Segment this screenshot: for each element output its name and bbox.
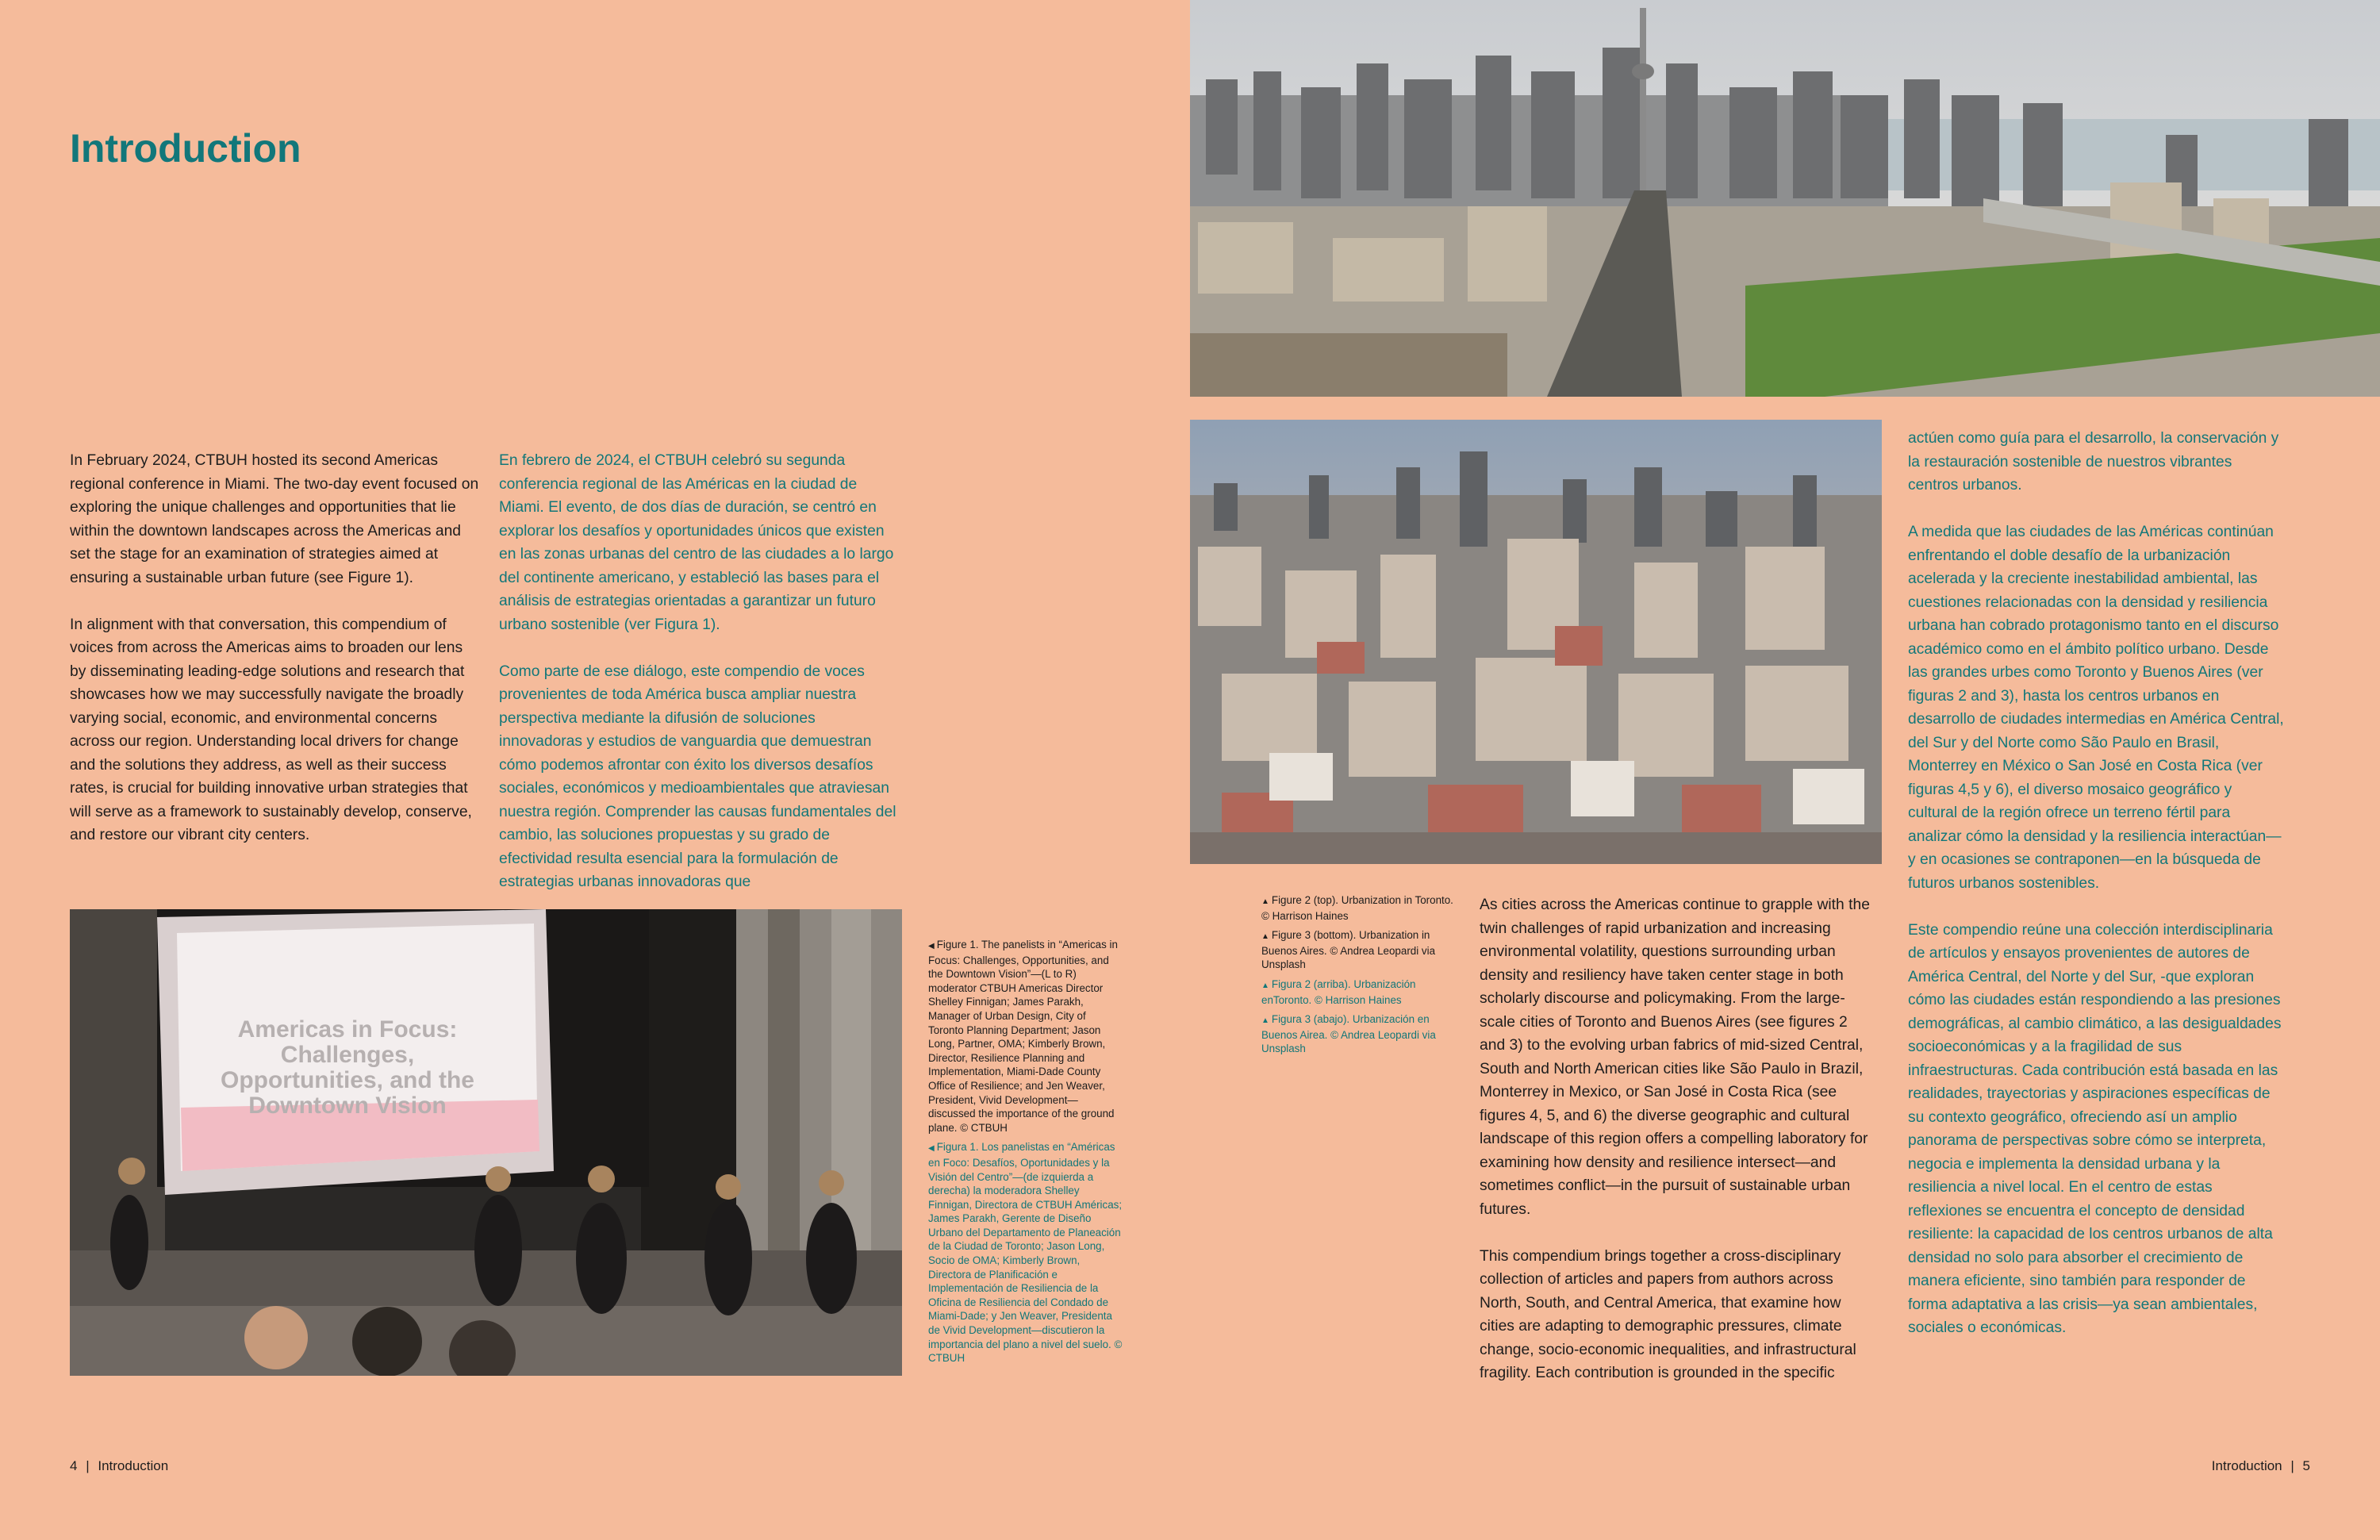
- paragraph: In alignment with that conversation, this compendium of voices from across the Americas aims to broaden our lens by disseminating leading-edge solutions and research that showcases how we may successfully navigate the broadly varying social, economic, and environmental concerns across our region. Understanding local drivers for change and the solutions they address, as well as their success rates, is crucial for building innovative urban strategies that will serve as a framework to sustainably develop, conserve, and restore our vibrant city centers.: [70, 616, 472, 843]
- paragraph: This compendium brings together a cross-disciplinary collection of articles and papers from authors across North, South, and Central America, that examine how cities are adapting to demographic pressures, climate change, socio-economic inequalities, and infrastructural fragility. Each contribution is grounded in the specific: [1480, 1247, 1856, 1381]
- caption-es: Figura 1. Los panelistas en “Américas en Foco: Desafíos, Oportunidades y la Visión del Centro”—(de izquierda a derecha) la moderadora Shelley Finnigan, Directora de CTBUH Américas; James Parakh, Gerente de Diseño Urbano del Departamento de Planeación de la Ciudad de Toronto; Jason Long, Socio de OMA; Kimberly Brown, Directora de Planificación e Implementación de Resiliencia de la Oficina de Resiliencia del Condado de Miami-Dade; y Jen Weaver, Presidenta de Vivid Development—discutieron la importancia del plano a nivel del suelo. © CTBUH: [928, 1141, 1123, 1365]
- section-name: Introduction: [98, 1458, 169, 1473]
- triangle-up-icon: ▲: [1261, 981, 1269, 990]
- paragraph: actúen como guía para el desarrollo, la conservación y la restauración sostenible de nuestros vibrantes centros urbanos.: [1908, 430, 2279, 493]
- intro-column-es: [499, 449, 900, 894]
- section-name: Introduction: [2211, 1458, 2282, 1473]
- caption-fig2-es: Figura 2 (arriba). Urbanización enToronto. © Harrison Haines: [1261, 977, 1416, 1006]
- right-column-en: [1480, 893, 1876, 1385]
- figure-3-photo: [1190, 420, 1882, 864]
- triangle-up-icon: ▲: [1261, 1016, 1269, 1026]
- caption-fig2-en: Figure 2 (top). Urbanization in Toronto. © Harrison Haines: [1261, 894, 1453, 922]
- figure-1-photo: [70, 909, 902, 1376]
- paragraph: Este compendio reúne una colección interdisciplinaria de artículos y ensayos provenientes de autores de América Central, del Norte y del Sur, -que exploran cómo las ciudades están respondiendo a las presiones demográficas, al cambio climático, a las desigualdades socioeconómicas y a la fragilidad de sus infraestructuras. Cada contribución está basada en las realidades, trayectorias y aspiraciones específicas de su contexto geográfico, ofreciendo así un amplio panorama de perspectivas sobre cómo se interpreta, negocia e implementa la densidad urbana y la resiliencia a nivel local. En el centro de estas reflexiones se encuentra el concepto de densidad resiliente: la capacidad de los centros urbanos de alta densidad no solo para absorber el crecimiento de manera eficiente, sino también para responder de forma adaptativa a las crisis—ya sean ambientales, sociales o económicas.: [1908, 921, 2282, 1336]
- page-number: 4: [70, 1458, 78, 1473]
- paragraph: En febrero de 2024, el CTBUH celebró su segunda conferencia regional de las Américas en la ciudad de Miami. El evento, de dos días de duración, se centró en explorar los desafíos y oportunidades únicos que existen en las zonas urbanas del centro de las ciudades a lo largo del continente americano, y estableció las bases para el análisis de estrategias orientadas a garantizar un futuro urbano sostenible (ver Figura 1).: [499, 452, 894, 633]
- right-column-es: [1908, 427, 2285, 1340]
- footer-left: 4 | Introduction: [70, 1458, 169, 1473]
- figure-1-caption: [928, 938, 1123, 1371]
- triangle-left-icon: ◀: [928, 942, 935, 950]
- figures-2-3-captions: [1261, 893, 1456, 1062]
- paragraph: A medida que las ciudades de las Américas continúan enfrentando el doble desafío de la urbanización acelerada y la creciente inestabilidad ambiental, las cuestiones relacionadas con la densidad y resiliencia urbana han cobrado protagonismo tanto en el discurso académico como en el ámbito político urbano. Desde las grandes urbes como Toronto y Buenos Aires (ver figuras 2 and 3), hasta los centros urbanos en desarrollo de ciudades intermedias en América Central, del Sur y del Norte como São Paulo en Brasil, Monterrey en México o San José en Costa Rica (ver figuras 4,5 y 6), el diverso mosaico geográfico y cultural de la región ofrece un terreno fértil para analizar cómo la densidad y la resiliencia interactúan—y en ocasiones se contraponen—en la búsqueda de futuros urbanos sostenibles.: [1908, 524, 2284, 892]
- slide-title: Americas in Focus: Challenges, Opportunities, and the Downtown Vision: [221, 1016, 474, 1119]
- intro-column-en: [70, 449, 481, 847]
- triangle-up-icon: ▲: [1261, 932, 1269, 942]
- figure-2-photo: [1190, 0, 2380, 397]
- caption-fig3-es: Figura 3 (abajo). Urbanización en Buenos Airea. © Andrea Leopardi via Unsplash: [1261, 1013, 1436, 1055]
- page-number: 5: [2302, 1458, 2310, 1473]
- triangle-up-icon: ▲: [1261, 897, 1269, 906]
- paragraph: Como parte de ese diálogo, este compendio de voces provenientes de toda América busca ampliar nuestra perspectiva mediante la difusión de soluciones innovadoras y estudios de vanguardia que demuestran cómo podemos afrontar con éxito los diversos desafíos sociales, económicos y medioambientales que atraviesan nuestra región. Comprender las causas fundamentales del cambio, las soluciones propuestas y su grado de efectividad resulta esencial para la formulación de estrategias urbanas innovadoras que: [499, 662, 896, 890]
- triangle-left-icon: ◀: [928, 1144, 935, 1154]
- page-title: Introduction: [70, 126, 301, 171]
- paragraph: As cities across the Americas continue to grapple with the twin challenges of rapid urbanization and increasing environmental volatility, questions surrounding urban density and resiliency have taken center stage in both scholarly discourse and policymaking. From the large-scale cities of Toronto and Buenos Aires (see figures 2 and 3) to the evolving urban fabrics of mid-sized Central, South and North American cities like São Paulo in Brazil, Monterrey in Mexico, or San José in Costa Rica (see figures 4, 5, and 6) the diverse geographic and cultural landscape of this region offers a compelling laboratory for examining how density and resilience intersect—and sometimes conflict—in the pursuit of sustainable urban futures.: [1480, 897, 1870, 1218]
- caption-en: Figure 1. The panelists in “Americas in Focus: Challenges, Opportunities, and the Downtown Vision”—(L to R) moderator CTBUH Americas Director Shelley Finnigan; James Parakh, Manager of Urban Design, City of Toronto Planning Department; Jason Long, Partner, OMA; Kimberly Brown, Director, Resilience Planning and Implementation, Miami-Dade County Office of Resilience; and Jen Weaver, President, Vivid Development—discussed the importance of the ground plane. © CTBUH: [928, 939, 1118, 1134]
- caption-fig3-en: Figure 3 (bottom). Urbanization in Buenos Aires. © Andrea Leopardi via Unsplash: [1261, 929, 1436, 971]
- paragraph: In February 2024, CTBUH hosted its second Americas regional conference in Miami. The two-day event focused on exploring the unique challenges and opportunities that lie within the downtown landscapes across the Americas and set the stage for an examination of strategies aimed at ensuring a sustainable urban future (see Figure 1).: [70, 452, 479, 586]
- footer-right: Introduction | 5: [2211, 1458, 2310, 1473]
